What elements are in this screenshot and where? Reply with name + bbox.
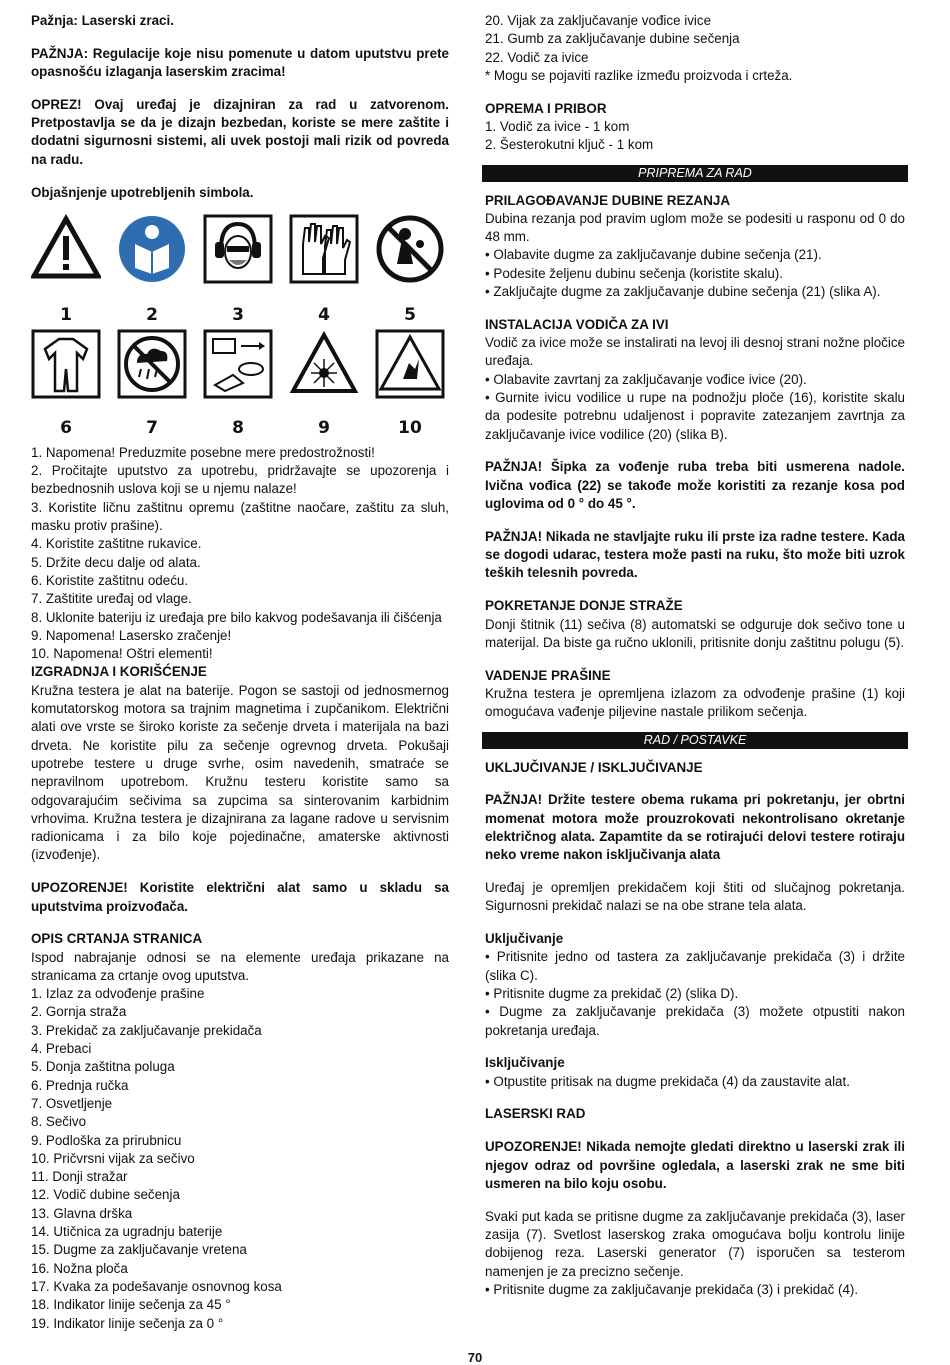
onoff-heading: UKLJUČIVANJE / ISKLJUČIVANJE [485,759,703,775]
symbol-number: 7 [146,417,158,438]
list-item: 20. Vijak za zaključavanje vođice ivice [485,13,712,28]
laser-warning-icon [289,329,359,399]
list-item: 10. Pričvrsni vijak za sečivo [31,1150,195,1166]
list-item: 1. Napomena! Preduzmite posebne mere predostrožnosti! [31,444,375,460]
list-item: 2. Gornja straža [31,1004,127,1020]
equipment-heading: OPREMA I PRIBOR [485,100,607,116]
list-item: 11. Donji stražar [31,1169,128,1185]
list-item: 13. Glavna drška [31,1205,133,1221]
caution-text: OPREZ! Ovaj uređaj je dizajniran za rad u zatvorenom. Pretpostavlja se da je dizajn bezbedan, koriste se mere zaštite i dodatni sigurnosni sistemi, ali uvek postoji mali rizik od povreda na radu. [31,96,449,167]
lower-guard-text: Donji štitnik (11) sečiva (8) automatski se odguruje dok sečivo tone u materijal. Da biste ga ručno uklonili, pritisnite donju zaštitnu polugu (5). [485,616,905,650]
switch-on-heading: Uključivanje [485,931,564,947]
tool-warning: UPOZORENJE! Koristite električni alat samo u skladu sa uputstvima proizvođača. [31,880,449,914]
parts-list-continued [485,12,905,85]
list-item: 3. Koristite ličnu zaštitnu opremu (zaštitne naočare, zaštitu za sluh, masku protiv prašine). [31,499,449,534]
list-item: 8. Sečivo [31,1114,87,1130]
list-item: 2. Pročitajte uputstvo za upotrebu, pridržavajte se upozorenja i bezbednosnih uslova koji se u njemu nalaze! [31,463,449,497]
page-number: 70 [467,1350,483,1365]
depth-text: Dubina rezanja pod pravim uglom može se podesiti u rasponu od 0 do 48 mm. [485,210,905,245]
no-rain-icon [117,329,187,399]
list-item: 7. Zaštitite uređaj od vlage. [31,591,192,607]
guide-warning: PAŽNJA! Šipka za vođenje ruba treba biti usmerena nadole. Ivična vođica (22) se takođe može koristiti za rezanje kosa pod uglovima od 0 ° do 45 °. [485,459,905,512]
list-item: • Olabavite zavrtanj za zaključavanje vođice ivice (20). [485,371,807,387]
safety-text: Uređaj je opremljen prekidačem koji štiti od slučajnog pokretanja. Sigurnosni prekidač nalazi se na obe strane tela alata. [485,879,905,914]
list-item: • Gurnite ivicu vodilice u rupe na podnožju ploče (16), koristite skalu da podesite potrebnu udaljenost i popravite zatezanjem zavrtnja za zaključavanje ivice vodilice (20) (slika B). [485,390,905,442]
hand-warning: PAŽNJA! Nikada ne stavljajte ruku ili prste iza radne testere. Kada se dogodi udarac, testera može pasti na ruku, što može biti uzrok teških telesnih povreda. [485,528,905,581]
guide-heading: INSTALACIJA VODIČA ZA IVI [485,316,669,332]
list-item: 6. Prednja ručka [31,1077,129,1093]
sharp-elements-icon [375,329,445,399]
construction-heading: IZGRADNJA I KORIŠĆENJE [31,664,207,680]
lower-guard-heading: POKRETANJE DONJE STRAŽE [485,598,683,614]
list-item: 16. Nožna ploča [31,1260,128,1276]
warning-triangle-icon [31,214,101,284]
list-item: 14. Utičnica za ugradnju baterije [31,1224,223,1240]
remove-battery-icon [203,329,273,399]
list-item: 8. Uklonite bateriju iz uređaja pre bilo kakvog podešavanja ili čišćenja [31,609,442,625]
list-item: 19. Indikator linije sečenja za 0 ° [31,1315,224,1331]
laser-title: Pažnja: Laserski zraci. [31,13,174,28]
symbol-number: 1 [60,304,72,325]
list-item: 2. Šesterokutni ključ - 1 kom [485,137,654,153]
list-item: 7. Osvetljenje [31,1095,113,1111]
list-item: 17. Kvaka za podešavanje osnovnog kosa [31,1278,282,1294]
guide-text: Vodič za ivice može se instalirati na levoj ili desnoj strani nožne pločice uređaja. [485,335,905,369]
list-item: 9. Podloška za prirubnicu [31,1132,182,1148]
list-item: 21. Gumb za zaključavanje dubine sečenja [485,31,740,47]
list-item: • Podesite željenu dubinu sečenja (koristite skalu). [485,265,783,281]
laser-text: Svaki put kada se pritisne dugme za zaključavanje prekidača (3), laser zasija (7). Svetlost laserskog zraka omogućava bolju kontrolu linije dobijenog reza. Laserski generator (7) isporučen sa testerom namenjen je za precizno sečenje. [485,1208,905,1279]
list-item: * Mogu se pojaviti razlike između proizvoda i crteža. [485,67,793,83]
symbol-list [31,444,449,664]
symbol-number: 8 [232,417,244,438]
gloves-icon [289,214,359,284]
symbol-number: 4 [318,304,330,325]
symbol-number: 3 [232,304,244,325]
drawings-intro: Ispod nabrajanje odnosi se na elemente uređaja prikazane na stranicama za crtanje ovog uputstva. [31,949,449,983]
list-item: 12. Vodič dubine sečenja [31,1187,180,1203]
section-bar-preparation: PRIPREMA ZA RAD [482,165,908,182]
list-item: 18. Indikator linije sečenja za 45 ° [31,1297,231,1313]
list-item: 4. Koristite zaštitne rukavice. [31,536,202,552]
drawings-heading: OPIS CRTANJA STRANICA [31,931,203,947]
list-item: • Olabavite dugme za zaključavanje dubine sečenja (21). [485,247,822,263]
left-column [31,12,449,1333]
dust-heading: VADENJE PRAŠINE [485,667,611,683]
symbol-number: 5 [404,304,416,325]
list-item: • Pritisnite dugme za prekidač (2) (slika D). [485,985,739,1001]
no-children-icon [375,214,445,284]
protective-clothing-icon [31,329,101,399]
list-item: 1. Izlaz za odvođenje prašine [31,986,205,1002]
list-item: • Dugme za zaključavanje prekidača (3) možete otpustiti nakon pokretanja uređaja. [485,1004,905,1038]
depth-heading: PRILAGOĐAVANJE DUBINE REZANJA [485,192,731,208]
symbols-heading: Objašnjenje upotrebljenih simbola. [31,184,254,200]
read-manual-icon [117,214,187,284]
list-item: 6. Koristite zaštitnu odeću. [31,572,189,588]
list-item: • Pritisnite dugme za zaključavanje prekidača (3) i prekidač (4). [485,1281,859,1297]
symbol-number: 2 [146,304,158,325]
right-column [485,12,905,1299]
list-item: 3. Prekidač za zaključavanje prekidača [31,1022,262,1038]
list-item: 4. Prebaci [31,1041,92,1057]
list-item: 10. Napomena! Oštri elementi! [31,646,213,662]
onoff-warning: PAŽNJA! Držite testere obema rukama pri pokretanju, jer obrtni momenat motora može prouzrokovati nekontrolisano okretanje električnog alata. Zapamtite da se rotirajući delovi testere rotiraju neko vreme nakon isključivanja alata [485,792,905,863]
symbols-grid [31,214,449,438]
symbol-number: 9 [318,417,330,438]
list-item: 5. Donja zaštitna poluga [31,1059,175,1075]
laser-heading: LASERSKI RAD [485,1106,586,1122]
protective-equipment-icon [203,214,273,284]
list-item: 15. Dugme za zaključavanje vretena [31,1242,247,1258]
list-item: 1. Vodič za ivice - 1 kom [485,118,630,134]
symbol-number: 6 [60,417,72,438]
list-item: 22. Vodič za ivice [485,49,589,65]
dust-text: Kružna testera je opremljena izlazom za odvođenje prašine (1) koji omogućava vađenje piljevine nastale prilikom sečenja. [485,685,905,720]
laser-danger-warning: UPOZORENJE! Nikada nemojte gledati direktno u laserski zrak ili njegov odraz od površine ogledala, a laserski zrak ne sme biti usmeren na bilo koju osobu. [485,1139,905,1191]
parts-list [31,985,449,1333]
construction-text: Kružna testera je alat na baterije. Pogon se sastoji od jednosmernog komutatorskog motora sa trajnim magnetima i zupčanikom. Električni alati ove vrste se široko koriste za sečenje drveta i materijala na bazi drveta. Ne koristite pilu za sečenje ogrevnog drveta. Pokušaji upotrebe testere u druge svrhe, osim navedenih, smatraće se nepravilnom upotrebom. Kružnu testeru koristite samo sa odgovarajućim sečivima sa zupcima sa sinterovanim karbidnim vrhovima. Kružna testera je dizajnirana za lagane radove u servisnim radionicama i za bilo koje pojedinačne, amaterske aktivnosti (izvođenje). [31,682,449,863]
list-item: • Zaključajte dugme za zaključavanje dubine sečenja (21) (slika A). [485,284,881,300]
symbol-number: 10 [398,417,422,438]
list-item: 5. Držite decu dalje od alata. [31,554,201,570]
laser-warning: PAŽNJA: Regulacije koje nisu pomenute u datom uputstvu prete opasnošću izlaganja laserskim zracima! [31,45,449,80]
list-item: • Otpustite pritisak na dugme prekidača (4) da zaustavite alat. [485,1073,850,1089]
section-bar-operation: RAD / POSTAVKE [482,732,908,749]
list-item: • Pritisnite jedno od tastera za zaključavanje prekidača (3) i držite (slika C). [485,949,905,983]
switch-off-heading: Isključivanje [485,1055,565,1071]
list-item: 9. Napomena! Lasersko zračenje! [31,627,232,643]
